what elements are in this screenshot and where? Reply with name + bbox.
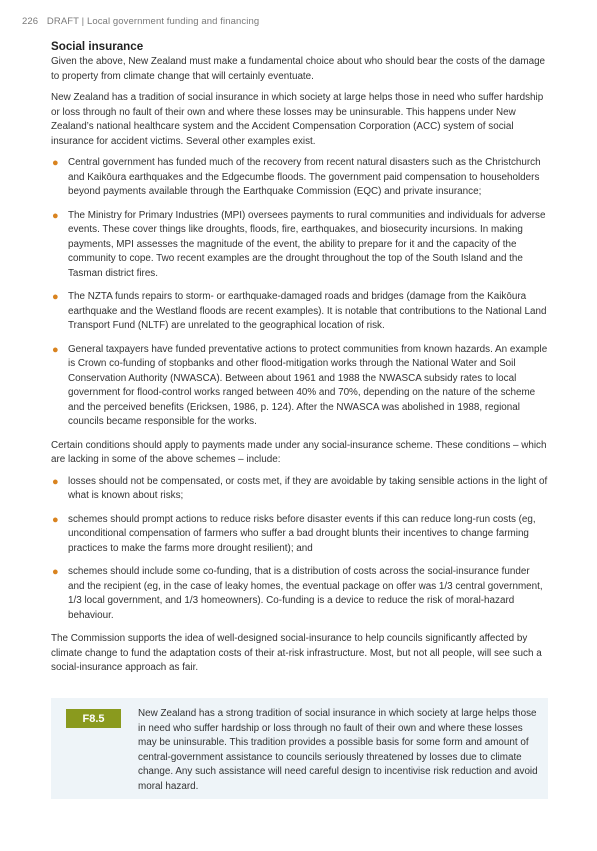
finding-box xyxy=(51,698,548,799)
list-item-text: Central government has funded much of the recovery from recent natural disasters such as the Christchurch and Kaikōura earthquakes and the Edgecumbe floods. The government paid compensation to householders beyond payments available through the Earthquake Commission (EQC) and private insurance; xyxy=(68,157,541,197)
list-item xyxy=(51,156,548,200)
list-item xyxy=(51,475,548,504)
list-item xyxy=(51,513,548,557)
section-title: Social insurance xyxy=(51,40,144,53)
list-item-text: losses should not be compensated, or costs met, if they are avoidable by taking sensible actions in the light of what is known about risks; xyxy=(68,475,548,501)
page-number: 226 xyxy=(22,16,39,27)
examples-list xyxy=(51,156,548,430)
paragraph-tradition: New Zealand has a tradition of social insurance in which society at large helps those in need who suffer hardship or loss through no fault of their own and where these losses may be uninsurable. This happens under New Zealand’s national healthcare system and the Accident Compensation Corporation (ACC) system of social insurance for accident victims. Several other examples exist. xyxy=(51,92,544,147)
bullet-icon: ● xyxy=(52,157,59,169)
finding-text: New Zealand has a strong tradition of social insurance in which society at large helps those in need who suffer hardship or loss through no fault of their own and where these losses may be uninsurable. This tradition provides a possible basis for some form and amount of central-government assistance to councils seriously threatened by losses due to climate change. Any such assistance will need careful design to incentivise risk reduction and avoid moral hazard. xyxy=(138,708,538,792)
list-item xyxy=(51,290,548,334)
list-item xyxy=(51,565,548,623)
bullet-icon: ● xyxy=(52,513,59,526)
list-item xyxy=(51,209,548,282)
list-item xyxy=(51,343,548,430)
bullet-icon: ● xyxy=(52,209,59,222)
list-item-text: schemes should include some co-funding, that is a distribution of costs across the social-insurance funder and the recipient (eg, in the case of leaky homes, the eventual package on offer was 1/3 central government, 1/3 local government, and 1/3 homeowners). Co-funding is a device to reduce the risk of moral-hazard behaviour. xyxy=(68,566,543,621)
main-content xyxy=(51,40,548,683)
list-item-text: schemes should prompt actions to reduce risks before disaster events if this can reduce long-run costs (eg, unconditional compensation of farmers who suffer a bad drought blunts their incentives to change farming practices to make the farms more drought resilient); and xyxy=(68,513,536,554)
finding-badge: F8.5 xyxy=(66,709,121,728)
list-item-text: General taxpayers have funded preventative actions to protect communities from known hazards. An example is Crown co-funding of stopbanks and other flood-mitigation works through the National Water and Soil Conservation Authority (NWASCA). Between about 1961 and 1988 the NWASCA subsidy rates to local government for flood-control works ranged between 40% and 70%, depending on the nature of the scheme and the perceived benefits (Ericksen, 1986, p. 124). After the NWASCA was abolished in 1988, regional councils became responsible for the works. xyxy=(68,343,548,427)
running-header xyxy=(22,16,259,27)
list-item-text: The Ministry for Primary Industries (MPI) oversees payments to rural communities and individuals for adverse events. These cover things like droughts, floods, fire, earthquakes, and biosecurity incursions. In making payments, MPI assesses the magnitude of the event, the ability to prepare for it and the capacity of the community to cope. Two recent examples are the drought throughout the top of the South Island and the Tasman district fires. xyxy=(68,209,546,279)
bullet-icon: ● xyxy=(52,291,59,303)
paragraph-conditions-intro: Certain conditions should apply to payments made under any social-insurance scheme. These conditions – which are lacking in some of the above schemes – include: xyxy=(51,439,547,465)
bullet-icon: ● xyxy=(52,343,59,356)
bullet-icon: ● xyxy=(52,475,59,488)
document-title: DRAFT | Local government funding and financing xyxy=(46,16,260,27)
bullet-icon: ● xyxy=(52,566,59,578)
conditions-list xyxy=(51,475,548,624)
list-item-text: The NZTA funds repairs to storm- or earthquake-damaged roads and bridges (damage from the Kaikōura earthquake and the Westland floods are recent examples). It is notable that contributions to the National Land Transport Fund (NLTF) are unrelated to the geographical location of risk. xyxy=(68,291,547,331)
paragraph-commission: The Commission supports the idea of well-designed social-insurance to help councils significantly affected by climate change to fund the adaptation costs of their at-risk infrastructure. Most, but not all people, will see such a social-insurance approach as fair. xyxy=(51,633,542,673)
paragraph-choice: Given the above, New Zealand must make a fundamental choice about who should bear the costs of the damage to property from climate change that will certainly eventuate. xyxy=(51,56,546,82)
